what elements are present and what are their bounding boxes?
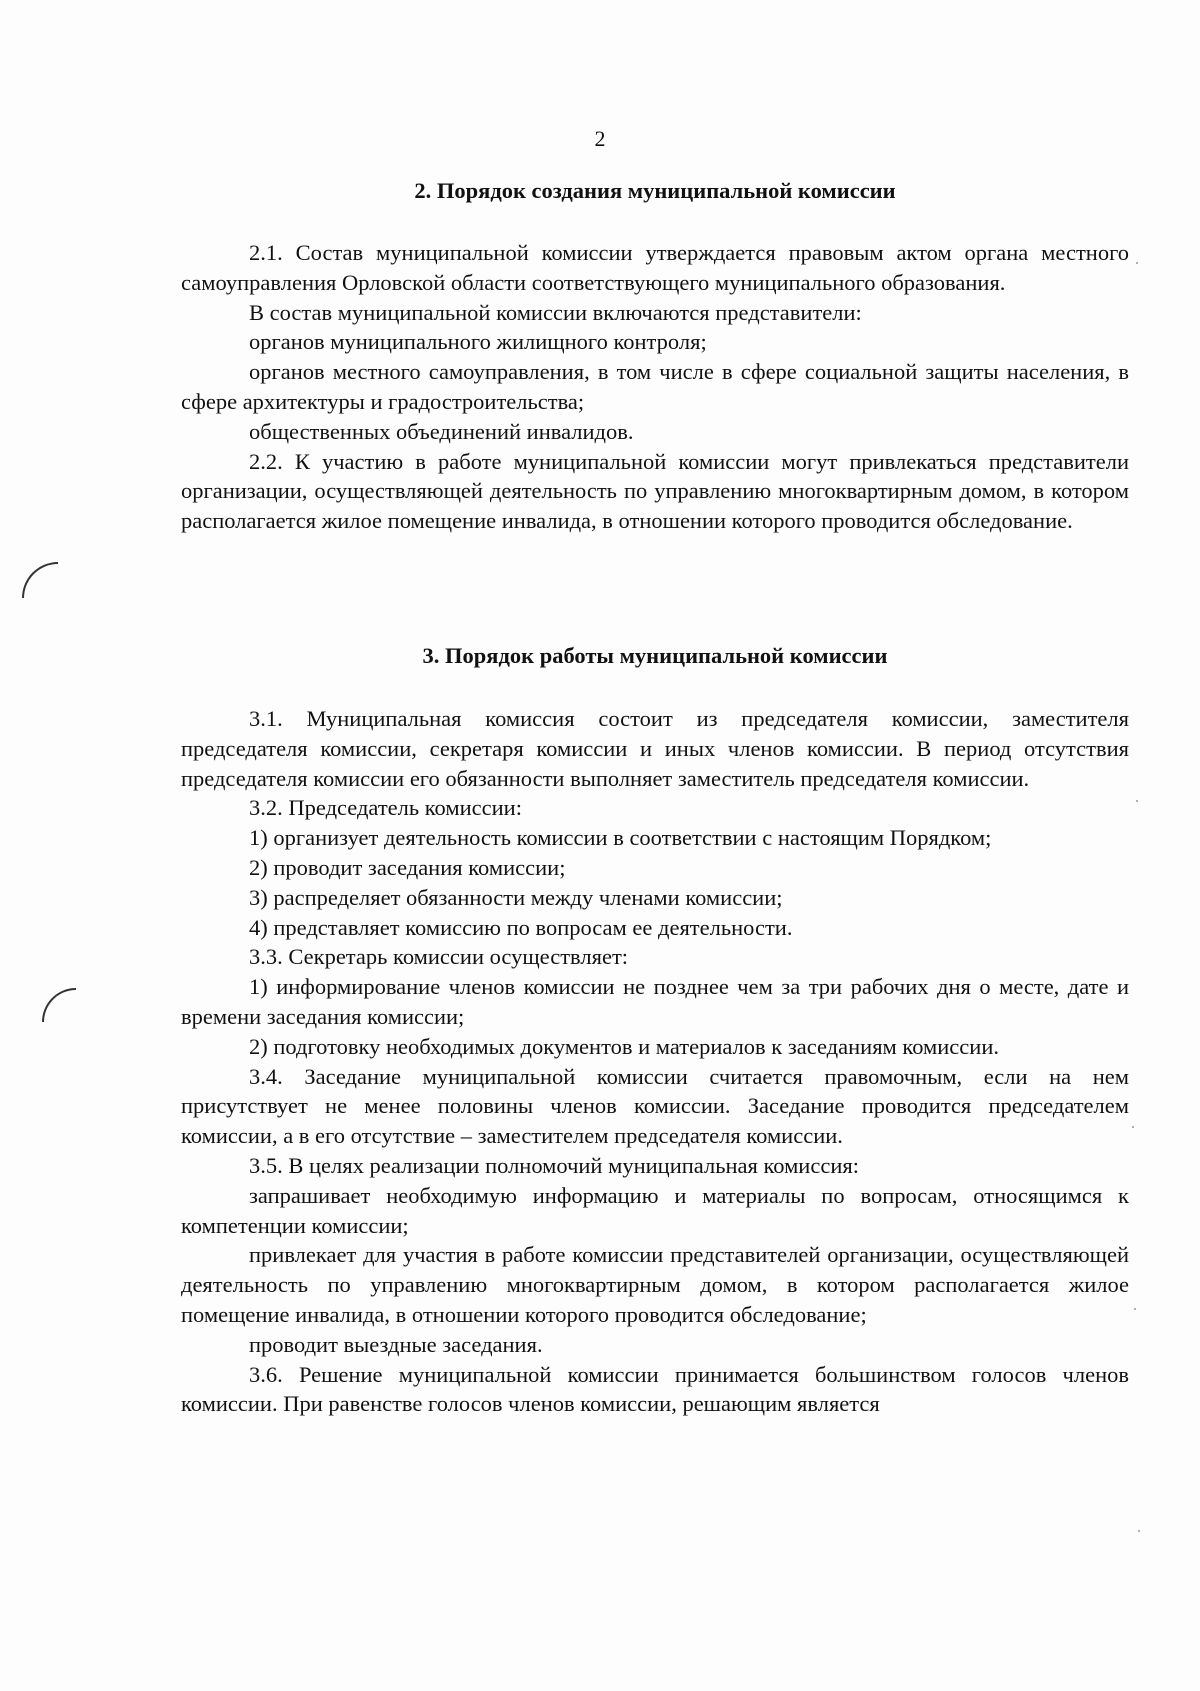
paragraph: 1) информирование членов комиссии не позднее чем за три рабочих дня о месте, дате и времени заседания комиссии; [181,974,1129,1029]
scan-speck [1134,1308,1136,1310]
section-3-title: 3. Порядок работы муниципальной комиссии [422,643,888,668]
scan-mark-lower [42,988,76,1022]
scan-speck [1136,262,1138,264]
paragraph: 4) представляет комиссию по вопросам ее деятельности. [249,914,793,940]
paragraph: 1) организует деятельность комиссии в соответствии с настоящим Порядком; [249,825,992,851]
section-2-title: 2. Порядок создания муниципальной комиссии [414,178,896,203]
paragraph: запрашивает необходимую информацию и материалы по вопросам, относящимся к компетенции комиссии; [181,1182,1129,1238]
paragraph: 2.2. К участию в работе муниципальной комиссии могут привлекаться представители организации, осуществляющей деятельность по управлению многоквартирным домом, в котором располагается жилое помещение инвалида, в отношении которого проводится обследование. [181,448,1129,534]
paragraph: 3.5. В целях реализации полномочий муниципальная комиссия: [249,1152,859,1178]
paragraph: В состав муниципальной комиссии включаются представители: [249,299,862,325]
paragraph: проводит выездные заседания. [249,1331,543,1357]
section-2-content [181,238,1129,536]
scan-speck [1136,800,1138,802]
paragraph: привлекает для участия в работе комиссии представителей организации, осуществляющей деятельность по управлению многоквартирным домом, в котором располагается жилое помещение инвалида, в отношении которого проводится обследование; [181,1242,1129,1327]
section-3-content [181,704,1129,1419]
paragraph: 3.4. Заседание муниципальной комиссии считается правомочным, если на нем присутствует не менее половины членов комиссии. Заседание проводится председателем комиссии, а в его отсутствие – заместителем председателя комиссии. [181,1063,1129,1149]
paragraph: органов местного самоуправления, в том числе в сфере социальной защиты населения, в сфере архитектуры и градостроительства; [181,359,1129,414]
scan-speck [1132,1126,1134,1128]
paragraph: 3.1. Муниципальная комиссия состоит из председателя комиссии, заместителя председателя комиссии, секретаря комиссии и иных членов комиссии. В период отсутствия председателя комиссии его обязанности выполняет заместитель председателя комиссии. [181,706,1129,791]
paragraph: 2.1. Состав муниципальной комиссии утверждается правовым актом органа местного самоуправления Орловской области соответствующего муниципального образования. [181,240,1129,295]
scan-mark-upper [22,562,58,598]
paragraph: 3.2. Председатель комиссии: [249,795,522,821]
paragraph: 3.3. Секретарь комиссии осуществляет: [249,944,629,970]
scan-speck [1138,1530,1140,1532]
paragraph: 3.6. Решение муниципальной комиссии принимается большинством голосов членов комиссии. При равенстве голосов членов комиссии, решающим является [181,1361,1129,1417]
page-number: 2 [594,126,606,151]
paragraph: общественных объединений инвалидов. [249,418,634,444]
paragraph: органов муниципального жилищного контроля; [249,329,707,355]
paragraph: 2) подготовку необходимых документов и материалов к заседаниям комиссии. [249,1033,999,1059]
paragraph: 3) распределяет обязанности между членами комиссии; [249,884,783,910]
paragraph: 2) проводит заседания комиссии; [249,854,566,880]
